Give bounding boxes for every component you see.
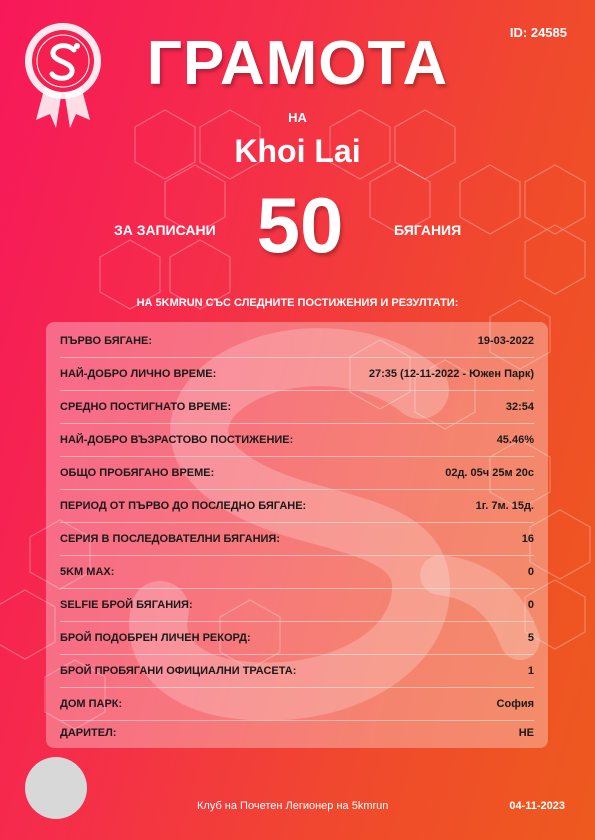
stat-value: 16 xyxy=(521,532,534,545)
runs-label: БЯГАНИЯ xyxy=(394,222,462,238)
issue-date: 04-11-2023 xyxy=(509,800,565,812)
stat-value: София xyxy=(496,697,534,710)
stat-row xyxy=(60,423,534,457)
run-count: 50 xyxy=(256,181,344,269)
stat-label: ПЪРВО БЯГАНЕ: xyxy=(60,334,153,347)
stat-label: НАЙ-ДОБРО ЛИЧНО ВРЕМЕ: xyxy=(60,367,217,380)
stat-label: ДОМ ПАРК: xyxy=(60,697,123,710)
stat-row xyxy=(60,716,534,749)
stat-value: 5 xyxy=(527,631,534,644)
stats-panel xyxy=(46,322,548,748)
stat-row xyxy=(60,324,534,358)
stat-label: ПЕРИОД ОТ ПЪРВО ДО ПОСЛЕДНО БЯГАНЕ: xyxy=(60,499,307,512)
stat-row xyxy=(60,588,534,622)
stat-value: 27:35 (12-11-2022 - Южен Парк) xyxy=(368,367,534,380)
stat-label: SELFIE БРОЙ БЯГАНИЯ: xyxy=(60,598,193,611)
stat-row xyxy=(60,555,534,589)
stat-value: 19-03-2022 xyxy=(477,334,534,347)
stat-value: 1г. 7м. 15д. xyxy=(475,499,534,512)
stat-row xyxy=(60,390,534,424)
stat-value: НЕ xyxy=(518,726,534,739)
stat-value: 02д. 05ч 25м 20с xyxy=(445,466,534,479)
avatar xyxy=(25,757,87,819)
recorded-label: ЗА ЗАПИСАНИ xyxy=(114,222,216,238)
stat-label: СРЕДНО ПОСТИГНАТО ВРЕМЕ: xyxy=(60,400,232,413)
certificate-title: ГРАМОТА xyxy=(146,29,449,98)
stat-row xyxy=(60,357,534,391)
stat-value: 0 xyxy=(527,598,534,611)
stat-value: 0 xyxy=(527,565,534,578)
stat-value: 45.46% xyxy=(496,433,534,446)
footer-club-name: Клуб на Почетен Легионер на 5kmrun xyxy=(197,800,389,812)
certificate-id: ID: 24585 xyxy=(509,25,567,40)
stat-value: 1 xyxy=(527,664,534,677)
recipient-preposition: НА xyxy=(288,110,307,125)
stat-label: БРОЙ ПОДОБРЕН ЛИЧЕН РЕКОРД: xyxy=(60,631,251,644)
stat-label: БРОЙ ПРОБЯГАНИ ОФИЦИАЛНИ ТРАСЕТА: xyxy=(60,664,297,677)
stat-label: 5KM MAX: xyxy=(60,565,115,578)
stat-label: ДАРИТЕЛ: xyxy=(60,726,117,739)
recipient-name: Khoi Lai xyxy=(234,133,361,169)
stat-label: СЕРИЯ В ПОСЛЕДОВАТЕЛНИ БЯГАНИЯ: xyxy=(60,532,280,545)
stat-row xyxy=(60,522,534,556)
stat-row xyxy=(60,621,534,655)
stat-value: 32:54 xyxy=(505,400,534,413)
achievements-intro: НА 5KMRUN СЪС СЛЕДНИТЕ ПОСТИЖЕНИЯ И РЕЗУЛТАТИ: xyxy=(136,297,459,309)
stat-row xyxy=(60,654,534,688)
stat-row xyxy=(60,456,534,490)
stat-label: ОБЩО ПРОБЯГАНО ВРЕМЕ: xyxy=(60,466,215,479)
stat-row xyxy=(60,489,534,523)
stat-label: НАЙ-ДОБРО ВЪЗРАСТОВО ПОСТИЖЕНИЕ: xyxy=(60,433,294,446)
